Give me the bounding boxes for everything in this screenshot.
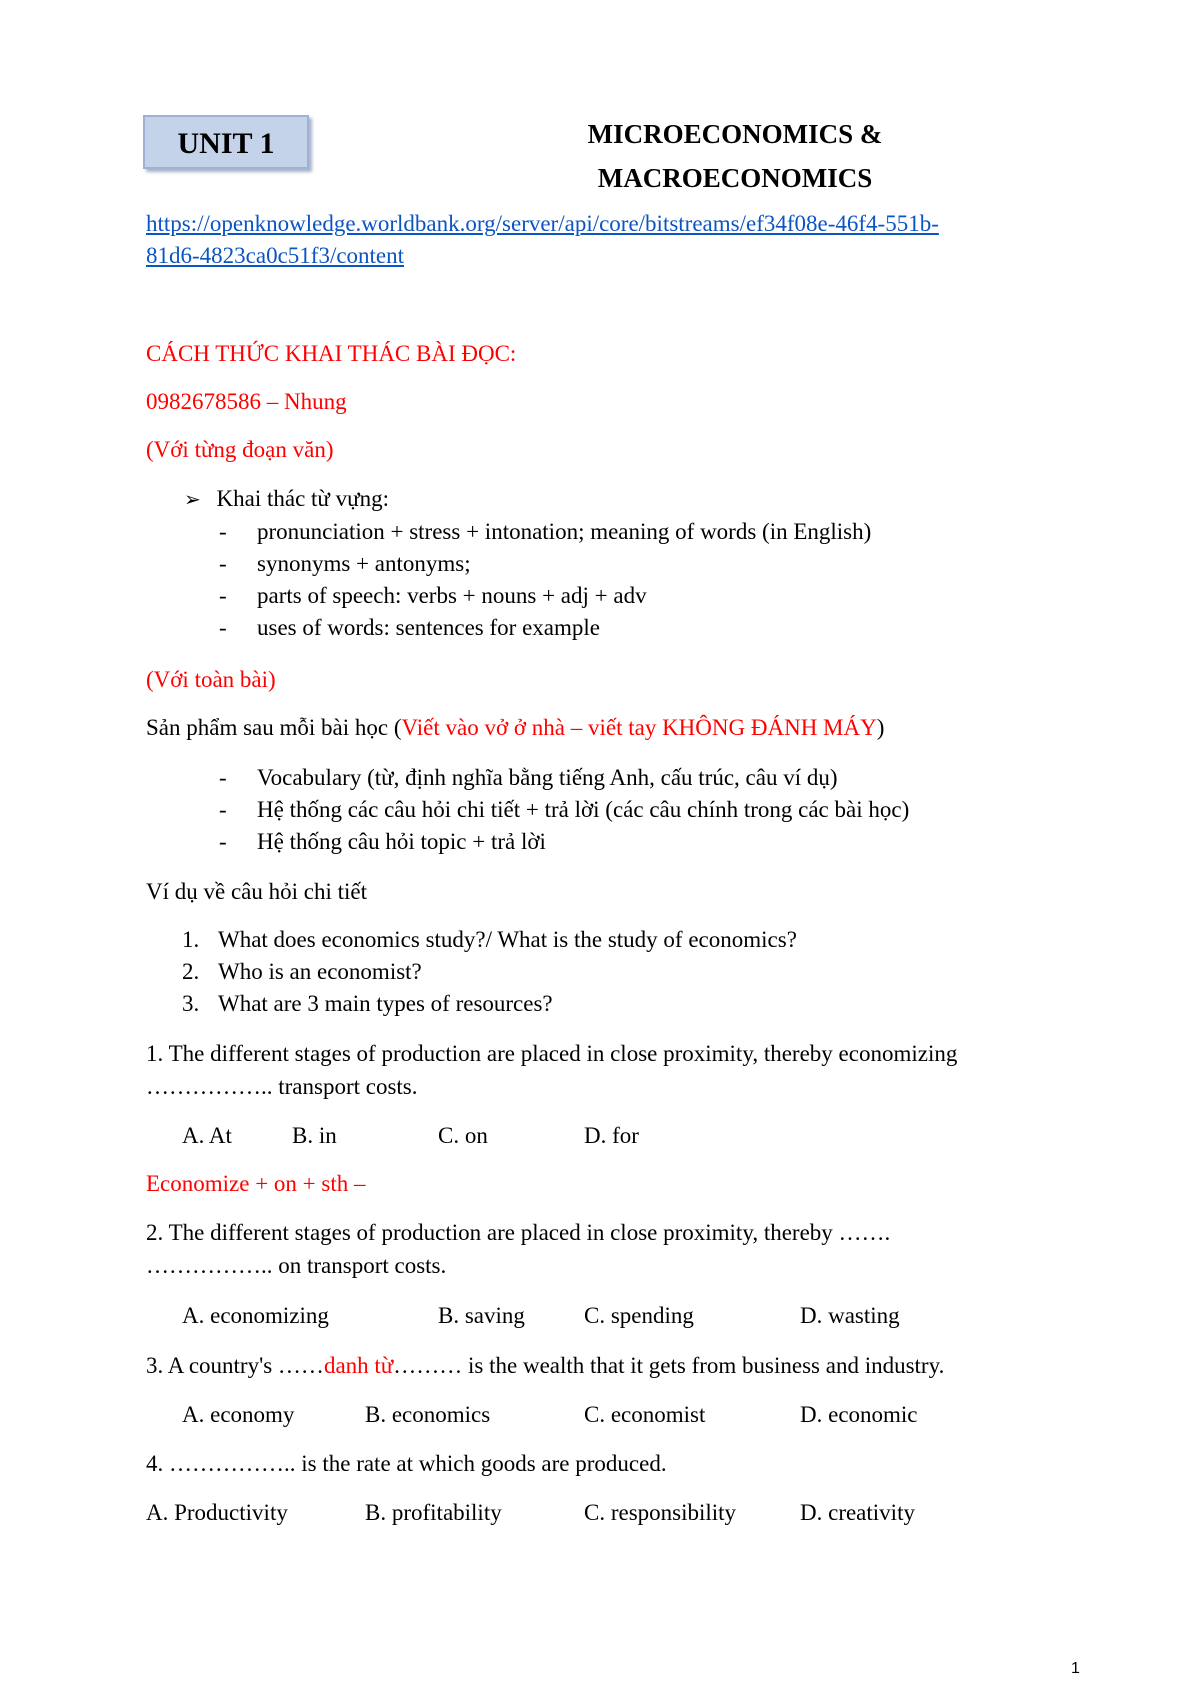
q1-line-2: …………….. transport costs.	[146, 1074, 418, 1099]
product-line: Sản phẩm sau mỗi bài học (Viết vào vở ở nhà – viết tay KHÔNG ĐÁNH MÁY)	[146, 715, 885, 740]
q2-option-d: D. wasting	[800, 1303, 900, 1328]
method-heading: CÁCH THỨC KHAI THÁC BÀI ĐỌC:	[146, 341, 517, 366]
q3-option-d: D. economic	[800, 1402, 918, 1427]
list-item: - parts of speech: verbs + nouns + adj + adv	[219, 583, 647, 608]
q4-option-c: C. responsibility	[584, 1500, 737, 1525]
q3-option-c: C. economist	[584, 1402, 706, 1427]
q2-option-a: A. economizing	[182, 1303, 329, 1328]
note-economize: Economize + on + sth –	[146, 1171, 366, 1196]
q4-option-b: B. profitability	[365, 1500, 502, 1525]
q1-option-a: A. At	[182, 1123, 232, 1148]
whole-text-label: (Với toàn bài)	[146, 667, 276, 692]
title-line-2: MACROECONOMICS	[597, 163, 873, 193]
list-item: - pronunciation + stress + intonation; meaning of words (in English)	[219, 519, 872, 544]
q4-option-a: A. Productivity	[146, 1500, 288, 1525]
q2-option-c: C. spending	[584, 1303, 694, 1328]
unit-label: UNIT 1	[177, 127, 275, 160]
title-line-1: MICROECONOMICS &	[587, 119, 883, 149]
numbered-item: 2. Who is an economist?	[182, 959, 422, 984]
q3-line: 3. A country's ……danh từ……… is the wealth that it gets from business and industry.	[146, 1353, 945, 1378]
q4-line: 4. …………….. is the rate at which goods are produced.	[146, 1451, 667, 1476]
contact-line: 0982678586 – Nhung	[146, 389, 347, 414]
arrow-bullet-icon: ➢	[184, 489, 201, 511]
q1-option-d: D. for	[584, 1123, 639, 1148]
page-number: 1	[1071, 1660, 1080, 1677]
list-item: - Hệ thống câu hỏi topic + trả lời	[219, 829, 546, 854]
q1-line-1: 1. The different stages of production are placed in close proximity, thereby economizing	[146, 1041, 958, 1066]
q4-option-d: D. creativity	[800, 1500, 915, 1525]
source-link-line-2[interactable]: 81d6-4823ca0c51f3/content	[146, 243, 405, 268]
q2-option-b: B. saving	[438, 1303, 525, 1328]
q2-line-1: 2. The different stages of production are placed in close proximity, thereby …….	[146, 1220, 891, 1245]
numbered-item: 3. What are 3 main types of resources?	[182, 991, 553, 1016]
vocab-heading: Khai thác từ vựng:	[216, 486, 389, 511]
numbered-item: 1. What does economics study?/ What is the study of economics?	[182, 927, 797, 952]
product-emphasis: Viết vào vở ở nhà – viết tay KHÔNG ĐÁNH MÁY	[401, 715, 877, 740]
q3-option-b: B. economics	[365, 1402, 491, 1427]
q3-hint: danh từ	[323, 1353, 394, 1378]
source-link-line-1[interactable]: https://openknowledge.worldbank.org/server/api/core/bitstreams/ef34f08e-46f4-551b-	[146, 211, 939, 236]
per-paragraph-label: (Với từng đoạn văn)	[146, 437, 334, 462]
vocab-bullet-row	[184, 485, 389, 514]
list-item: - synonyms + antonyms;	[219, 551, 471, 576]
examples-heading: Ví dụ về câu hỏi chi tiết	[146, 879, 367, 904]
list-item: - Hệ thống các câu hỏi chi tiết + trả lời (các câu chính trong các bài học)	[219, 797, 910, 822]
list-item: - Vocabulary (từ, định nghĩa bằng tiếng Anh, cấu trúc, câu ví dụ)	[219, 765, 838, 790]
q1-option-c: C. on	[438, 1123, 488, 1148]
q1-option-b: B. in	[292, 1123, 337, 1148]
list-item: - uses of words: sentences for example	[219, 615, 600, 640]
q3-option-a: A. economy	[182, 1402, 295, 1427]
q2-line-2: …………….. on transport costs.	[146, 1253, 447, 1278]
unit-label-box	[143, 115, 309, 169]
